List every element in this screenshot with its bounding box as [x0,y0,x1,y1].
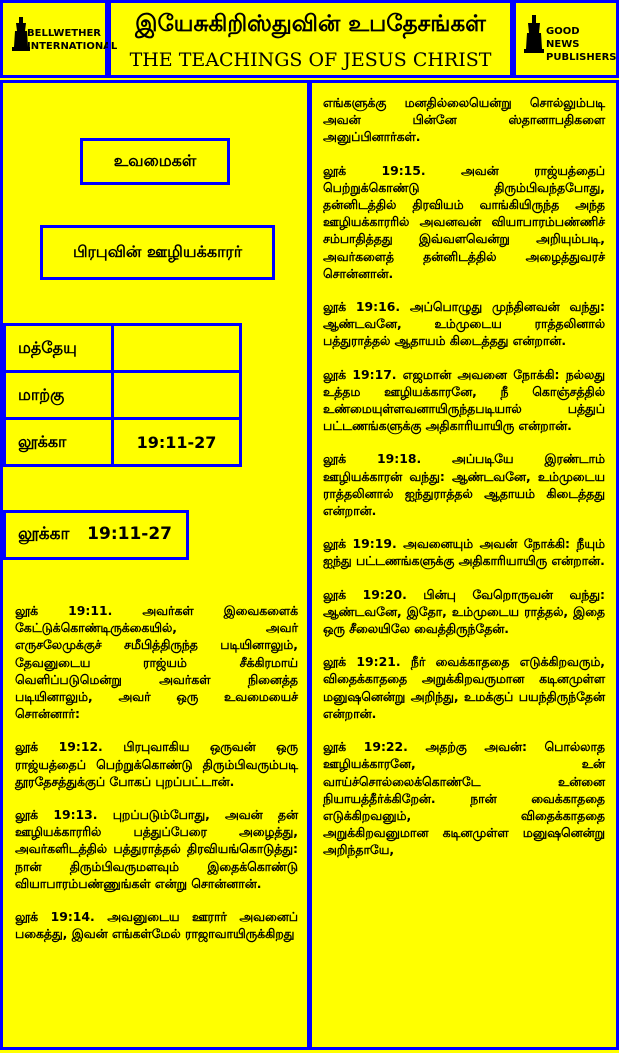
category-box [80,138,230,185]
verse-paragraph: லூக் 19:14. அவனுடைய ஊரார் அவனைப் பகைத்து, இவன் எங்கள்மேல் ராஜாவாயிருக்கிறது [15,909,298,942]
right-text [323,94,605,875]
good-news-logo-text: GOOD NEWS PUBLISHERS [546,26,617,63]
ref-verse-matthew [111,323,242,373]
verse-paragraph: லூக் 19:15. அவன் ராஜ்யத்தைப் பெற்றுக்கொண்டு திரும்பிவந்தபோது, தன்னிடத்தில் திரவியம் வாங்கியிருந்த அந்த ஊழியக்காரரில் அவனவன் வியாபாரம்பண்ணிச் சம்பாதித்தது இவ்வளவென்று அறியும்படி, அவர்களைத் தன்னிடத்தில் அழைத்துவரச் சொன்னான். [323,162,605,281]
title-box [108,0,513,78]
tamil-title: இயேசுகிறிஸ்துவின் உபதேசங்கள் [135,11,486,37]
verse-paragraph: லூக் 19:11. அவர்கள் இவைகளைக் கேட்டுக்கொண்டிருக்கையில், அவர் எருசலேமுக்குச் சமீபித்திருந்த படியினாலும், தேவனுடைய ராஜ்யம் சீக்கிரமாய் வெளிப்படுமென்று அவர்கள் நினைத்த படியினாலும், அவர் ஒரு உவமையைச் சொன்னார்: [15,603,298,722]
left-text [15,602,298,958]
verse-paragraph: லூக் 19:13. புறப்படும்போது, அவன் தன் ஊழியக்காரரில் பத்துப்பேரை அழைத்து, அவர்களிடத்தில் பத்துராத்தல் திரவியங்கொடுத்து: நான் திரும்பிவருமளவும் இதைக்கொண்டு வியாபாரம்பண்ணுங்கள் என்று சொன்னான். [15,807,298,891]
ref-book-luke: லூக்கா [3,417,114,467]
verse-paragraph: லூக் 19:19. அவனையும் அவன் நோக்கி: நீயும் ஐந்து பட்டணங்களுக்கு அதிகாரியாயிரு என்றான். [323,536,605,569]
verse-paragraph: எங்களுக்கு மனதில்லையென்று சொல்லும்படி அவன் பின்னே ஸ்தானாபதிகளை அனுப்பினார்கள். [323,95,605,145]
ref-book-matthew: மத்தேயு [3,323,114,373]
verse-paragraph: லூக் 19:21. நீர் வைக்காததை எடுக்கிறவரும், விதைக்காததை அறுக்கிறவருமான கடினமுள்ள மனுஷனென்று அறிந்து, உமக்குப் பயந்திருந்தேன் என்றான். [323,654,605,721]
bellwether-logo-text: BELLWETHER INTERNATIONAL [27,28,118,52]
verse-paragraph: லூக் 19:20. பின்பு வேறொருவன் வந்து: ஆண்டவனே, இதோ, உம்முடைய ராத்தல், இதை ஒரு சீலையிலே வைத்திருந்தேன். [323,586,605,637]
english-title: THE TEACHINGS OF JESUS CHRIST [129,49,492,71]
good-news-logo-icon [524,15,544,53]
bellwether-logo-box [0,0,118,78]
verse-paragraph: லூக் 19:17. எஜமான் அவனை நோக்கி: நல்லது உத்தம ஊழியக்காரனே, நீ கொஞ்சத்தில் உண்மையுள்ளவனாயிருந்தபடியால் பத்துப் பட்டணங்களுக்கு அதிகாரியாயிரு என்றான். [323,366,605,434]
passage-ref: லூக்கா 19:11-27 [18,524,173,544]
ref-verse-mark [111,370,242,420]
passage-ref-box [3,510,189,560]
parable-title-box [40,225,275,280]
verse-paragraph: லூக் 19:22. அதற்கு அவன்: பொல்லாத ஊழியக்காரனே, உன் வாய்ச்சொல்லைக்கொண்டே உன்னை நியாயத்தீர்க்கிறேன். நான் வைக்காததை எடுக்கிறவனும், விதைக்காததை அறுக்கிறவனுமான கடினமுள்ள மனுஷனென்று அறிந்தாயே, [323,739,605,858]
category-label: உவமைகள் [113,151,197,170]
parable-title: பிரபுவின் ஊழியக்காரர் [72,242,243,261]
verse-paragraph: லூக் 19:12. பிரபுவாகிய ஒருவன் ஒரு ராஜ்யத்தைப் பெற்றுக்கொண்டு திரும்பிவரும்படி தூரதேசத்துக்குப் போகப் புறப்பட்டான். [15,739,298,789]
ref-book-mark: மாற்கு [3,370,114,420]
verse-paragraph: லூக் 19:18. அப்படியே இரண்டாம் ஊழியக்காரன் வந்து: ஆண்டவனே, உம்முடைய ராத்தலினால் ஐந்துராத்தல் ஆதாயம் கிடைத்தது என்றான். [323,451,605,519]
good-news-logo-box [513,0,619,78]
ref-verse-luke: 19:11-27 [111,417,242,467]
verse-paragraph: லூக் 19:16. அப்பொழுது முந்தினவன் வந்து: ஆண்டவனே, உம்முடைய ராத்தலினால் பத்துராத்தல் ஆதாயம் கிடைத்தது என்றான். [323,299,605,349]
